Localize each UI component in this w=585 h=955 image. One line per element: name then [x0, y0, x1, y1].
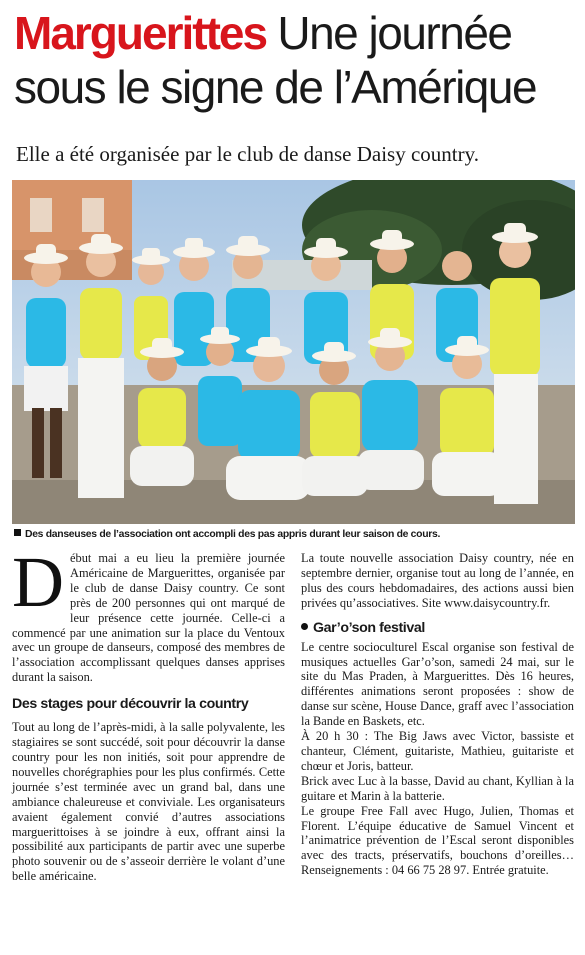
headline-title: Une journée sous le signe de l’Amérique	[14, 7, 537, 113]
article-column-2	[301, 551, 574, 878]
headline-place: Marguerittes	[14, 7, 267, 59]
group-photo-illustration	[12, 180, 575, 524]
festival-paragraph-4: Le groupe Free Fall avec Hugo, Julien, Thomas et Florent. L’équipe éducative de Samuel Vincent et l’animatrice prévention de l’Escal seront disponibles avec des tracts, préservatifs, bouchons d’oreilles… Renseignements : 04 66 75 28 97. Entrée gratuite.	[301, 803, 574, 878]
subheadline: Elle a été organisée par le club de danse Daisy country.	[16, 142, 479, 166]
intro-paragraph	[12, 542, 285, 685]
caption-square-icon	[14, 529, 21, 536]
photo-caption	[14, 528, 579, 541]
intro-text: ébut mai a eu lieu la première journée Américaine de Marguerittes, organisée par le club de danse Daisy country. Ce sont près de 200 personnes qui ont marqué de leur présence cette journée. Celle-ci a commencé par une animation sur la place du Ventoux avec un groupe de danseurs, composé des membres de l’association accomplissant quelques danses apprises durant la saison.	[12, 551, 285, 685]
association-paragraph: La toute nouvelle association Daisy country, née en septembre dernier, organise tout au long de l’année, en plus des cours hebdomadaires, des actions aussi bien privées qu’associatives. Site www.daisycountry.fr.	[301, 551, 574, 610]
group-photo	[12, 180, 575, 524]
article-column-1	[12, 542, 285, 884]
festival-paragraph-1: Le centre socioculturel Escal organise son festival de musiques actuelles Gar’o’son, samedi 24 mai, sur le site du Mas Praden, à Marguerittes. Dès 16 heures, différentes animations seront proposées : show de danse sur scène, House Dance, graff avec l’association la Bande en Baskets, etc.	[301, 639, 574, 729]
bullet-icon	[301, 623, 308, 630]
section-body-stages: Tout au long de l’après-midi, à la salle polyvalente, les stagiaires se sont succédé, soit pour découvrir la danse country pour les non initiés, soit pour apprendre de nouvelles chorégraphies pour les plus confirmés. Cette journée s’est terminée avec un grand bal, dans une ambiance chaleureuse et conviviale. Les organisateurs avaient également convié d’autres associations marguerittoises à se joindre à eux, offrant ainsi la possibilité aux participants de partir avec une superbe photo souvenir ou de s’asseoir derrière le volant d’une belle américaine.	[12, 720, 285, 884]
section-heading-festival	[301, 619, 574, 637]
photo-caption-text: Des danseuses de l’association ont accompli des pas appris durant leur saison de cours.	[25, 529, 441, 540]
festival-paragraph-2: À 20 h 30 : The Big Jaws avec Victor, bassiste et chanteur, Clément, guitariste, Mathieu, guitariste et chœur et Joris, batteur.	[301, 729, 574, 773]
drop-cap: D	[12, 542, 64, 622]
festival-paragraph-3: Brick avec Luc à la basse, David au chant, Kyllian à la guitare et Marin à la batterie.	[301, 773, 574, 803]
section-heading-stages: Des stages pour découvrir la country	[12, 696, 249, 713]
headline	[14, 6, 579, 114]
section-heading-festival-text: Gar’o’son festival	[313, 619, 425, 636]
